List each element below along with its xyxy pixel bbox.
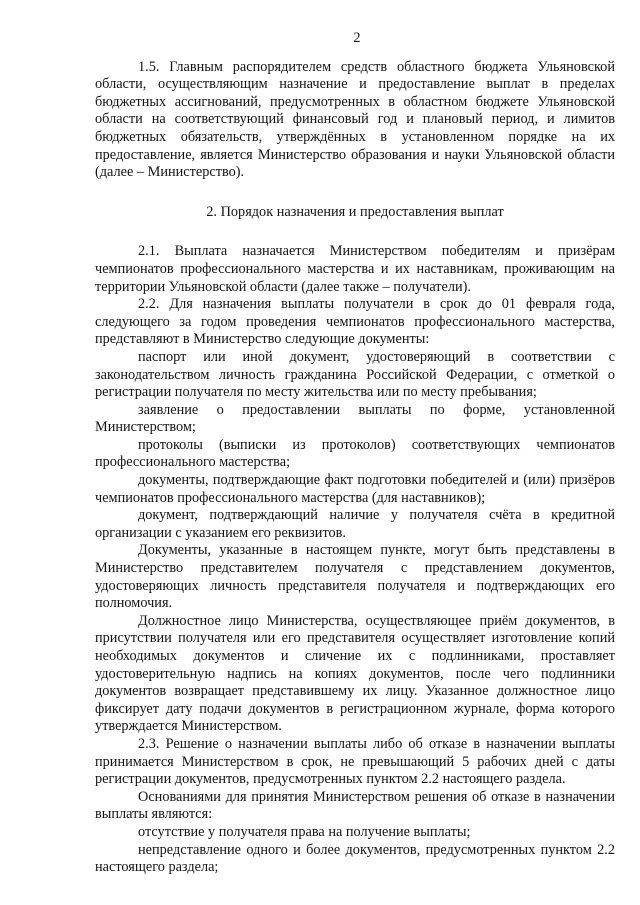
section-heading: 2. Порядок назначения и предоставления выплат: [206, 203, 504, 220]
list-item-protocols: протоколы (выписки из протоколов) соответствующих чемпионатов профессионального мастерства;: [95, 436, 615, 471]
list-item-passport: паспорт или иной документ, удостоверяющий в соответствии с законодательством личность гражданина Российской Федерации, с отметкой о регистрации получателя по месту жительства или по месту пребывания;: [95, 348, 615, 401]
list-item-mentor-documents: документы, подтверждающие факт подготовки победителей и (или) призёров чемпионатов профессионального мастерства (для наставников);: [95, 472, 615, 506]
list-item-missing-documents: непредставление одного и более документов, предусмотренных пунктом 2.2 настоящего раздела;: [95, 841, 615, 876]
paragraph-2-1: 2.1. Выплата назначается Министерством победителям и призёрам чемпионатов профессионального мастерства и их наставникам, проживающим на территории Ульяновской области (далее также – получатели).: [95, 243, 615, 295]
paragraph-1-5: 1.5. Главным распорядителем средств областного бюджета Ульяновской области, осуществляющим назначение и предоставление выплат в пределах бюджетных ассигнований, предусмотренных в областном бюджете Ульяновской области на соответствующий финансовый год и плановый период, и лимитов бюджетных обязательств, утверждённых в установленном порядке на их предоставление, является Министерство образования и науки Ульяновской области (далее – Министерство).: [95, 58, 615, 181]
paragraph-official: Должностное лицо Министерства, осуществляющее приём документов, в присутствии получателя или его представителя осуществляет изготовление копий необходимых документов и сличение их с подлинниками, проставляет удостоверительную надпись на копиях документов, после чего подлинники документов возвращает представившему их лицу. Указанное должностное лицо фиксирует дату подачи документов в регистрационном журнале, форма которого утверждается Министерством.: [95, 612, 615, 735]
list-item-bank-account: документ, подтверждающий наличие у получателя счёта в кредитной организации с указанием его реквизитов.: [95, 507, 615, 541]
paragraph-representative: Документы, указанные в настоящем пункте, могут быть представлены в Министерство представителем получателя с представлением документов, удостоверяющих личность представителя получателя и подтверждающих его полномочия.: [95, 542, 615, 612]
list-item-application: заявление о предоставлении выплаты по форме, установленной Министерством;: [95, 401, 615, 436]
list-item-no-right: отсутствие у получателя права на получение выплаты;: [138, 823, 471, 840]
paragraph-2-3: 2.3. Решение о назначении выплаты либо об отказе в назначении выплаты принимается Министерством в срок, не превышающий 5 рабочих дней с даты регистрации документов, предусмотренных пунктом 2.2 настоящего раздела.: [95, 735, 615, 788]
page-number: 2: [353, 30, 361, 46]
paragraph-2-2: 2.2. Для назначения выплаты получатели в срок до 01 февраля года, следующего за годом проведения чемпионатов профессионального мастерства, представляют в Министерство следующие документы:: [95, 296, 615, 348]
paragraph-refusal-grounds: Основаниями для принятия Министерством решения об отказе в назначении выплаты являются:: [95, 788, 615, 823]
document-page: [95, 30, 615, 877]
